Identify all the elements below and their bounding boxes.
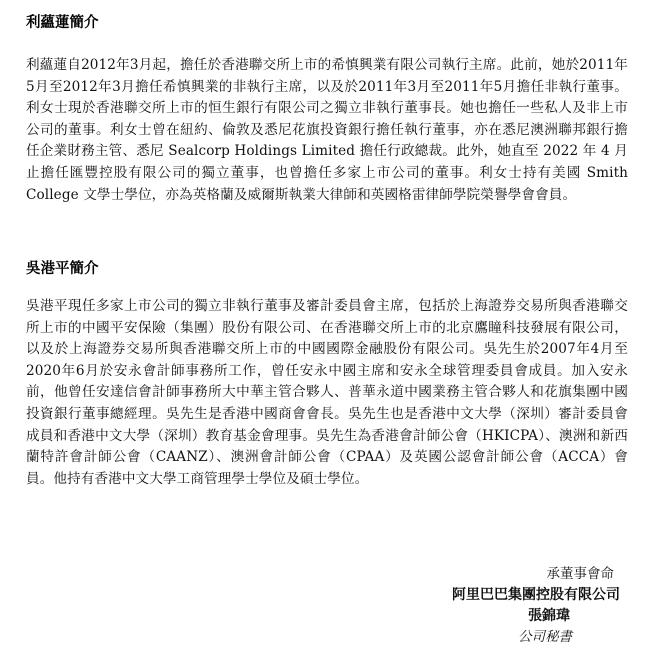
section-heading-ng: 吳港平簡介 <box>26 261 99 277</box>
signature-title: 公司秘書 <box>518 629 572 645</box>
biography-paragraph-ng: 吳港平現任多家上市公司的獨立非執行董事及審計委員會主席，包括於上海證券交易所與香港聯交所上市的中國平安保險（集團）股份有限公司、在香港聯交所上市的北京鷹瞳科技發展有限公司，以及於上海證券交易所與香港聯交所上市的中國國際金融股份有限公司。吳先生於2007年4月至2020年6月於安永會計師事務所工作，曾任安永中國主席和安永全球管理委員會成員。加入安永前，他曾任安達信會計師事務所大中華主管合夥人、普華永道中國業務主管合夥人和花旗集團中國投資銀行董事總經理。吳先生是香港中國商會會長。吳先生也是香港中文大學（深圳）審計委員會成員和香港中文大學（深圳）教育基金會理事。吳先生為香港會計師公會（HKICPA）、澳洲和新西蘭特許會計師公會（CAANZ）、澳洲會計師公會（CPAA）及英國公認會計師公會（ACCA）會員。他持有香港中文大學工商管理學士學位及碩士學位。 <box>26 298 628 487</box>
signature-by-order: 承董事會命 <box>546 566 614 582</box>
section-heading-lau: 利蘊蓮簡介 <box>26 15 99 31</box>
biography-paragraph-lau: 利蘊蓮自2012年3月起，擔任於香港聯交所上市的希慎興業有限公司執行主席。此前，她於2011年5月至2012年3月擔任希慎興業的非執行主席，以及於2011年3月至2011年5月擔任非執行董事。利女士現於香港聯交所上市的恒生銀行有限公司之獨立非執行董事長。她也擔任一些私人及非上市公司的董事。利女士曾在紐約、倫敦及悉尼花旗投資銀行擔任執行董事，亦在悉尼澳洲聯邦銀行擔任企業財務主管、悉尼 Sealcorp Holdings Limited 擔任行政總裁。此外，她直至 2022 年 4 月止擔任匯豐控股有限公司的獨立董事，也曾擔任多家上市公司的董事。利女士持有美國 Smith College 文學士學位，亦為英格蘭及威爾斯執業大律師和英國格雷律師學院榮譽學會會員。 <box>26 57 628 203</box>
signature-person-name: 張錦瑋 <box>528 608 570 624</box>
signature-company-name: 阿里巴巴集團控股有限公司 <box>452 587 620 603</box>
signature-block <box>320 564 620 648</box>
